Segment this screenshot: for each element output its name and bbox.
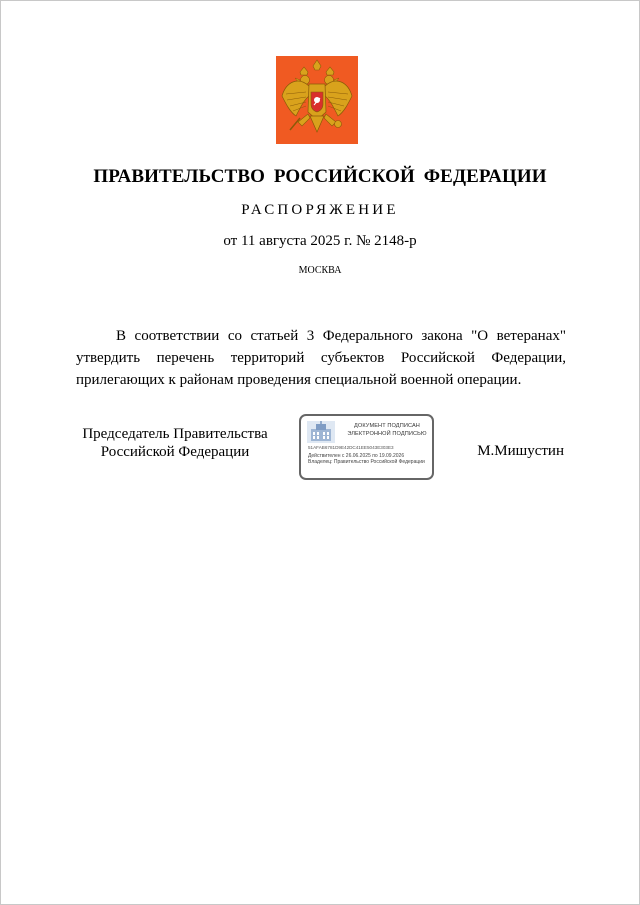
electronic-signature-stamp <box>299 414 434 480</box>
document-date-number: от 11 августа 2025 г. № 2148-р <box>223 233 417 249</box>
document-body <box>76 325 566 391</box>
esignature-title-line: ДОКУМЕНТ ПОДПИСАН <box>354 423 420 429</box>
esignature-title <box>341 422 433 438</box>
esignature-owner: Владелец: Правительство Российской Федерации <box>308 459 425 465</box>
esignature-title-line: ЭЛЕКТРОННОЙ ПОДПИСЬЮ <box>347 431 427 437</box>
document-type: РАСПОРЯЖЕНИЕ <box>241 202 399 218</box>
signer-position-line: Российской Федерации <box>100 444 250 460</box>
body-line: В соответствии со статьей 3 Федерального закона "О ветеранах" <box>116 328 566 344</box>
government-title: ПРАВИТЕЛЬСТВО РОССИЙСКОЙ ФЕДЕРАЦИИ <box>93 166 547 187</box>
esignature-certificate: 51AFAB6781D9E42DC41EE5043E303E3 <box>308 445 394 450</box>
government-building-icon <box>307 421 335 443</box>
signer-name: М.Мишустин <box>477 443 564 459</box>
document-city: МОСКВА <box>298 265 342 276</box>
signer-position <box>60 425 290 461</box>
body-line: прилегающих к районам проведения специальной военной операции. <box>76 372 522 388</box>
body-line: утвердить перечень территорий субъектов Российской Федерации, <box>76 350 566 366</box>
coat-of-arms-icon <box>276 56 358 144</box>
signer-position-line: Председатель Правительства <box>82 426 268 442</box>
esignature-validity: Действителен с 26.06.2025 по 19.09.2026 <box>308 453 405 459</box>
